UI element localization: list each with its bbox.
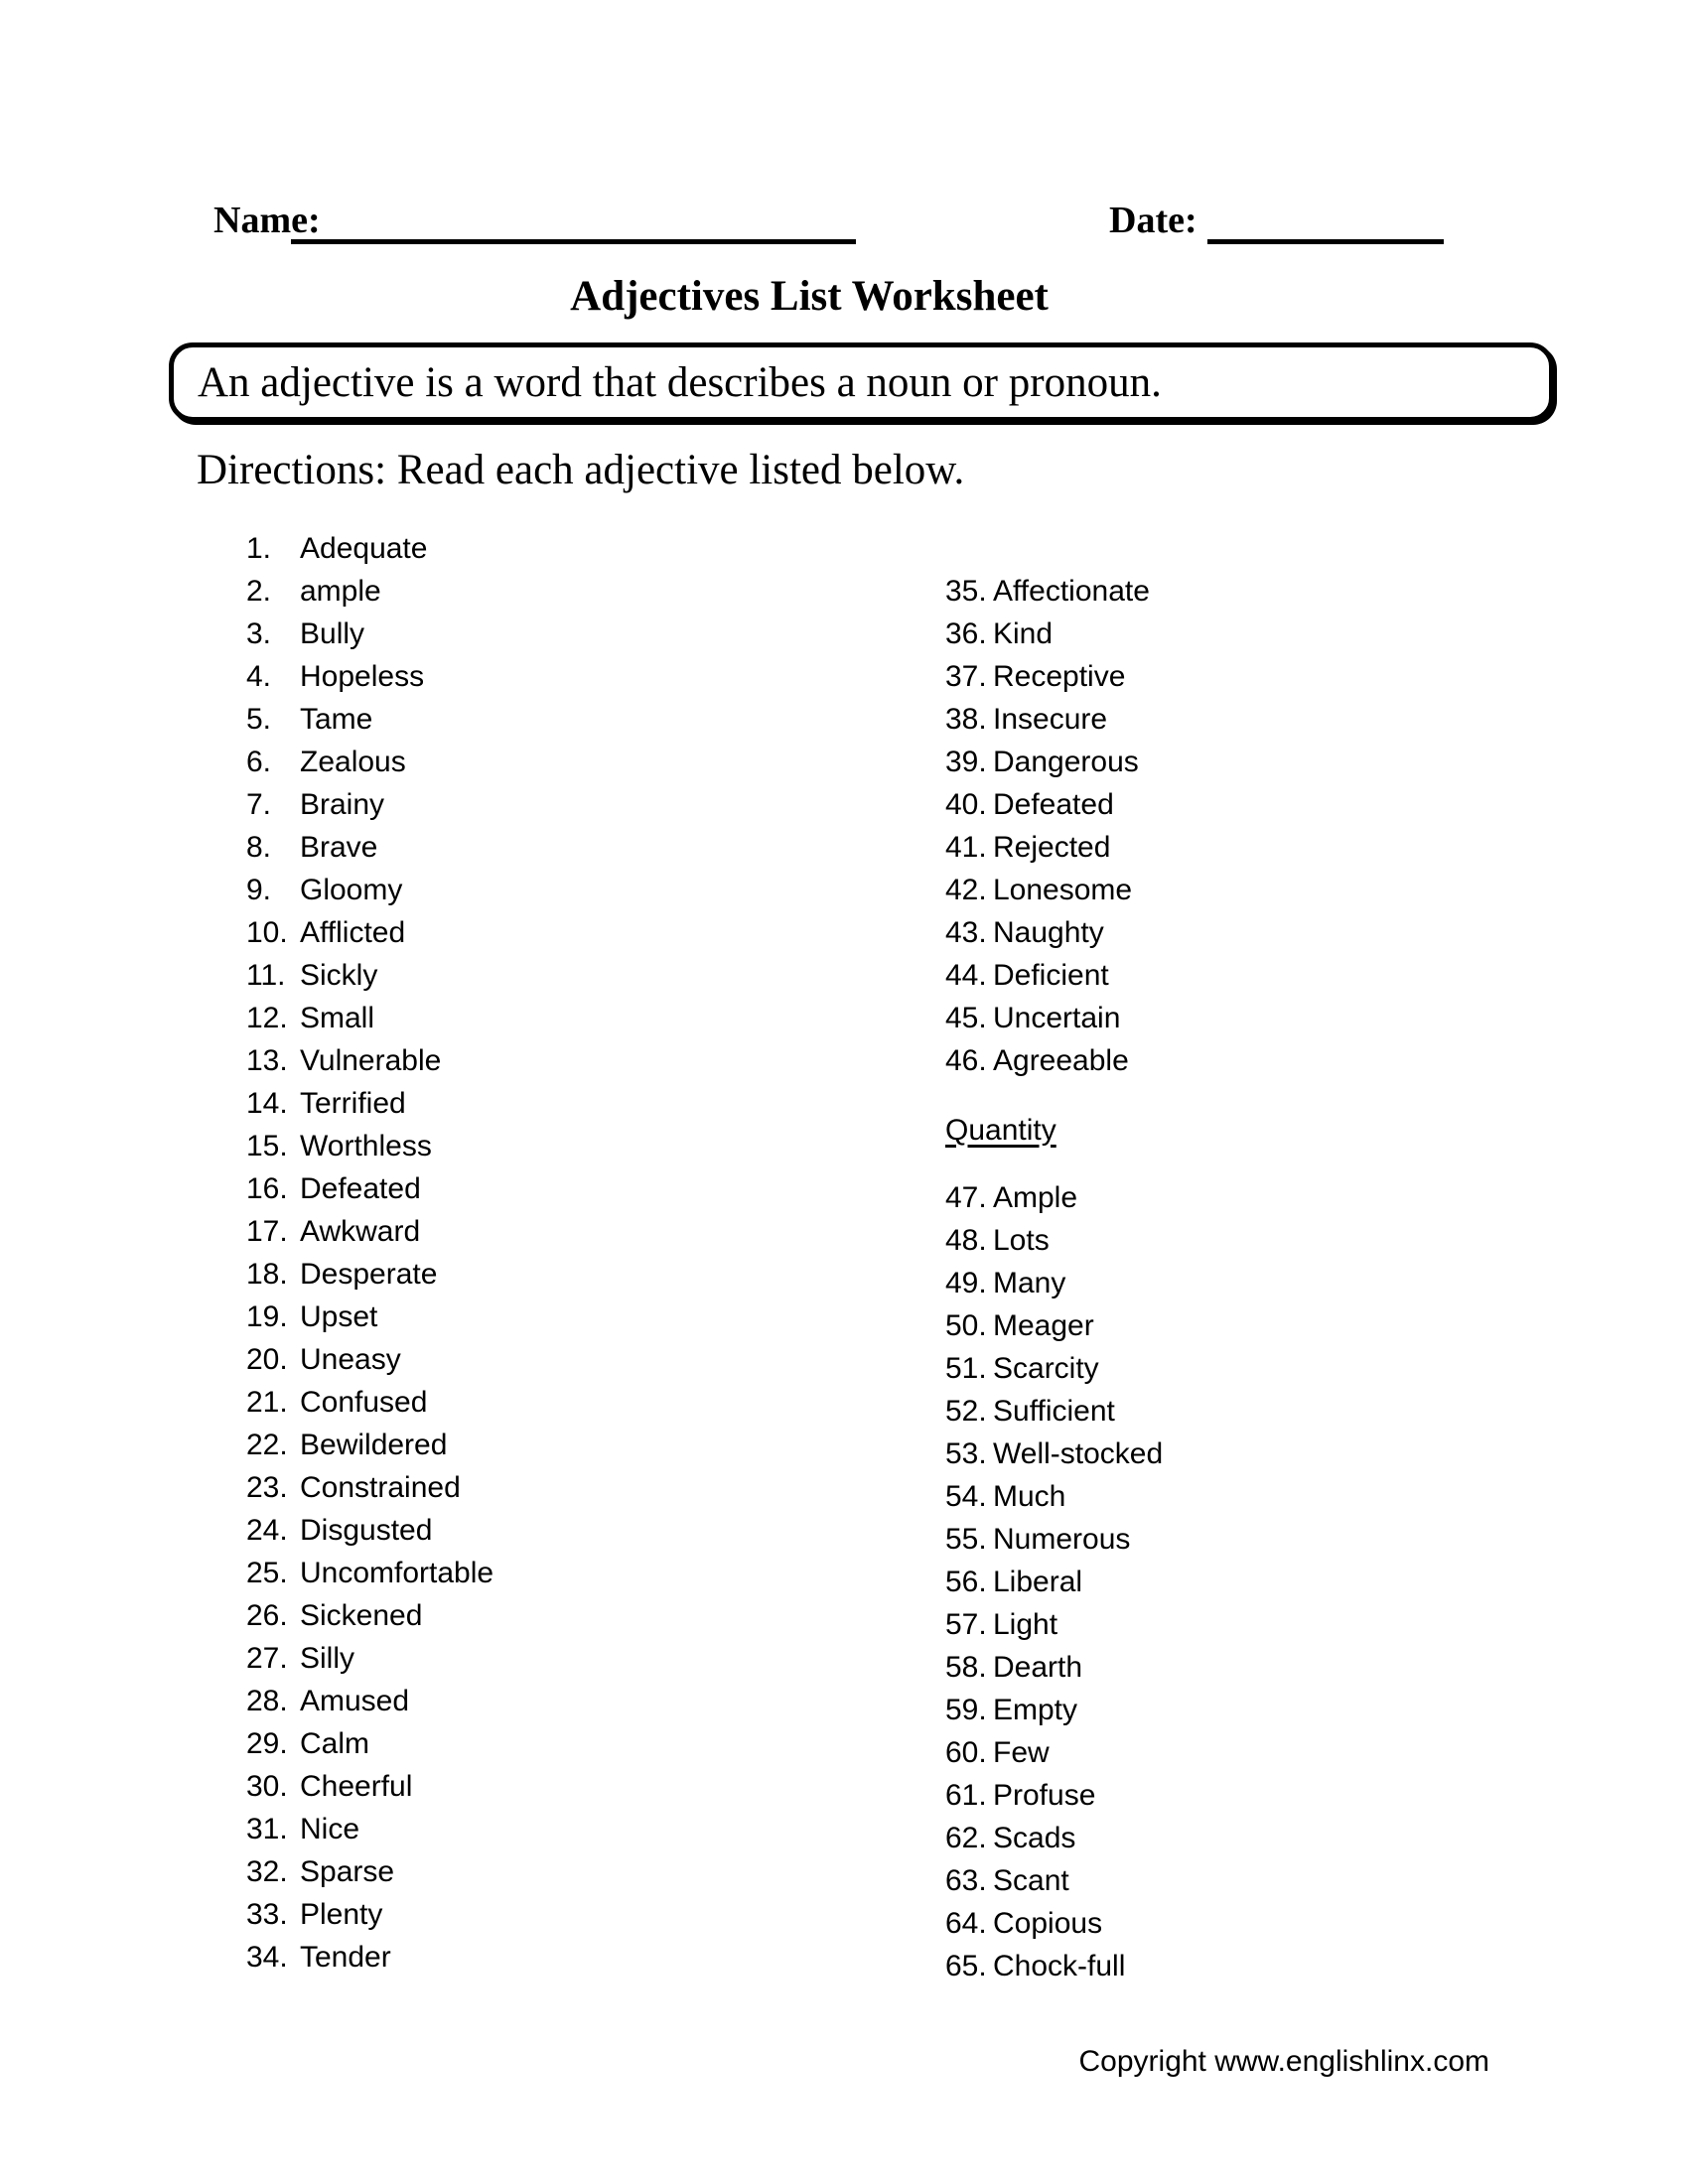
item-word: Zealous: [300, 745, 406, 778]
list-item: [945, 1902, 1163, 1945]
item-number: 60.: [945, 1735, 987, 1769]
list-item: [945, 1176, 1163, 1219]
item-word: Few: [993, 1735, 1050, 1769]
item-word: Empty: [993, 1693, 1078, 1726]
item-number: 7.: [246, 787, 272, 821]
list-item: [945, 1390, 1163, 1433]
item-number: 47.: [945, 1180, 987, 1214]
item-number: 59.: [945, 1693, 987, 1726]
list-item: [945, 783, 1150, 826]
item-number: 57.: [945, 1607, 987, 1641]
item-word: ample: [300, 574, 381, 608]
list-item: [246, 1466, 493, 1509]
item-number: 10.: [246, 915, 288, 949]
list-item: [246, 954, 493, 997]
item-word: Calm: [300, 1726, 370, 1760]
item-word: Scarcity: [993, 1351, 1099, 1385]
list-item: [246, 1253, 493, 1296]
list-item: [246, 1381, 493, 1424]
list-item: [945, 1518, 1163, 1561]
list-item: [246, 997, 493, 1039]
item-word: Worthless: [300, 1129, 432, 1162]
item-word: Ample: [993, 1180, 1078, 1214]
list-item: [945, 741, 1150, 783]
item-number: 9.: [246, 873, 272, 906]
item-word: Affectionate: [993, 574, 1150, 608]
item-number: 22.: [246, 1428, 288, 1461]
list-item: [945, 1561, 1163, 1603]
item-word: Afflicted: [300, 915, 406, 949]
directions-text: Directions: Read each adjective listed below.: [197, 447, 965, 493]
item-number: 15.: [246, 1129, 288, 1162]
list-item: [246, 911, 493, 954]
item-word: Liberal: [993, 1565, 1083, 1598]
item-word: Constrained: [300, 1470, 461, 1504]
item-number: 31.: [246, 1812, 288, 1845]
item-word: Sufficient: [993, 1394, 1115, 1428]
item-number: 65.: [945, 1949, 987, 1982]
list-item: [246, 1338, 493, 1381]
adjective-list-left: [246, 527, 493, 1979]
list-item: [246, 869, 493, 911]
list-item: [945, 1433, 1163, 1475]
item-number: 12.: [246, 1001, 288, 1034]
list-item: [945, 1304, 1163, 1347]
item-word: Uncertain: [993, 1001, 1121, 1034]
item-word: Bewildered: [300, 1428, 448, 1461]
item-word: Defeated: [993, 787, 1114, 821]
item-number: 49.: [945, 1266, 987, 1299]
item-number: 50.: [945, 1308, 987, 1342]
item-word: Gloomy: [300, 873, 403, 906]
item-number: 33.: [246, 1897, 288, 1931]
item-number: 48.: [945, 1223, 987, 1257]
item-word: Nice: [300, 1812, 360, 1845]
item-word: Sparse: [300, 1854, 395, 1888]
item-word: Vulnerable: [300, 1043, 442, 1077]
item-word: Naughty: [993, 915, 1104, 949]
item-number: 11.: [246, 958, 286, 992]
list-item: [945, 1262, 1163, 1304]
item-word: Small: [300, 1001, 375, 1034]
item-word: Tender: [300, 1940, 391, 1974]
item-number: 63.: [945, 1863, 987, 1897]
item-number: 41.: [945, 830, 987, 864]
list-item: [246, 1552, 493, 1594]
name-fill-line: [291, 239, 856, 244]
item-word: Silly: [300, 1641, 355, 1675]
item-number: 3.: [246, 616, 272, 650]
item-word: Copious: [993, 1906, 1103, 1940]
item-word: Much: [993, 1479, 1066, 1513]
list-item: [246, 1125, 493, 1167]
item-word: Light: [993, 1607, 1058, 1641]
list-item: [246, 1167, 493, 1210]
item-number: 32.: [246, 1854, 288, 1888]
list-item: [945, 1945, 1163, 1987]
item-word: Chock-full: [993, 1949, 1126, 1982]
page-title: Adjectives List Worksheet: [570, 273, 1049, 320]
list-item: [246, 527, 493, 570]
item-number: 16.: [246, 1171, 288, 1205]
list-item: [945, 655, 1150, 698]
item-word: Lonesome: [993, 873, 1133, 906]
item-word: Dearth: [993, 1650, 1083, 1684]
list-item: [945, 1689, 1163, 1731]
list-item: [945, 698, 1150, 741]
list-item: [945, 1039, 1150, 1082]
item-word: Insecure: [993, 702, 1108, 736]
item-number: 17.: [246, 1214, 288, 1248]
list-item: [246, 698, 493, 741]
list-item: [945, 613, 1150, 655]
item-word: Uneasy: [300, 1342, 401, 1376]
list-item: [246, 1936, 493, 1979]
item-number: 39.: [945, 745, 987, 778]
item-number: 42.: [945, 873, 987, 906]
list-item: [945, 1774, 1163, 1817]
item-number: 26.: [246, 1598, 288, 1632]
item-number: 34.: [246, 1940, 288, 1974]
item-number: 5.: [246, 702, 272, 736]
item-number: 37.: [945, 659, 987, 693]
item-number: 14.: [246, 1086, 288, 1120]
list-item: [246, 1893, 493, 1936]
date-fill-line: [1207, 239, 1444, 244]
item-word: Upset: [300, 1299, 378, 1333]
item-number: 58.: [945, 1650, 987, 1684]
item-word: Adequate: [300, 531, 428, 565]
list-item: [246, 1765, 493, 1808]
item-number: 36.: [945, 616, 987, 650]
item-number: 8.: [246, 830, 272, 864]
list-item: [246, 1296, 493, 1338]
item-number: 61.: [945, 1778, 987, 1812]
item-word: Receptive: [993, 659, 1126, 693]
list-item: [945, 570, 1150, 613]
list-item: [945, 826, 1150, 869]
item-word: Sickened: [300, 1598, 423, 1632]
item-number: 19.: [246, 1299, 288, 1333]
item-number: 62.: [945, 1821, 987, 1854]
list-item: [945, 1859, 1163, 1902]
item-number: 18.: [246, 1257, 288, 1291]
list-item: [246, 1210, 493, 1253]
list-item: [246, 1082, 493, 1125]
item-number: 13.: [246, 1043, 288, 1077]
item-number: 54.: [945, 1479, 987, 1513]
item-number: 25.: [246, 1556, 288, 1589]
adjective-list-right-quantity: [945, 1176, 1163, 1987]
item-number: 52.: [945, 1394, 987, 1428]
item-number: 30.: [246, 1769, 288, 1803]
item-word: Defeated: [300, 1171, 421, 1205]
item-word: Hopeless: [300, 659, 425, 693]
list-item: [246, 783, 493, 826]
list-item: [246, 1509, 493, 1552]
list-item: [246, 1039, 493, 1082]
item-number: 51.: [945, 1351, 987, 1385]
list-item: [945, 1347, 1163, 1390]
item-word: Brave: [300, 830, 378, 864]
definition-box: [169, 342, 1554, 422]
list-item: [945, 997, 1150, 1039]
quantity-heading: Quantity: [945, 1113, 1056, 1147]
name-label: Name:: [213, 200, 321, 241]
item-number: 6.: [246, 745, 272, 778]
list-item: [246, 1680, 493, 1722]
item-number: 20.: [246, 1342, 288, 1376]
item-number: 4.: [246, 659, 272, 693]
item-number: 40.: [945, 787, 987, 821]
item-number: 1.: [246, 531, 272, 565]
item-word: Lots: [993, 1223, 1050, 1257]
item-word: Disgusted: [300, 1513, 433, 1547]
item-number: 23.: [246, 1470, 288, 1504]
item-number: 29.: [246, 1726, 288, 1760]
list-item: [246, 1850, 493, 1893]
item-number: 28.: [246, 1684, 288, 1717]
item-word: Deficient: [993, 958, 1109, 992]
list-item: [945, 869, 1150, 911]
list-item: [945, 1731, 1163, 1774]
item-word: Cheerful: [300, 1769, 413, 1803]
item-number: 21.: [246, 1385, 288, 1419]
item-word: Meager: [993, 1308, 1094, 1342]
list-item: [246, 741, 493, 783]
item-word: Uncomfortable: [300, 1556, 494, 1589]
list-item: [246, 1594, 493, 1637]
item-word: Confused: [300, 1385, 428, 1419]
date-label: Date:: [1109, 200, 1197, 241]
item-word: Well-stocked: [993, 1436, 1164, 1470]
list-item: [246, 1722, 493, 1765]
list-item: [246, 1808, 493, 1850]
list-item: [246, 613, 493, 655]
list-item: [246, 1637, 493, 1680]
item-word: Brainy: [300, 787, 385, 821]
copyright-text: Copyright www.englishlinx.com: [1078, 2045, 1489, 2078]
item-number: 38.: [945, 702, 987, 736]
list-item: [246, 570, 493, 613]
item-number: 64.: [945, 1906, 987, 1940]
definition-text: An adjective is a word that describes a noun or pronoun.: [198, 358, 1162, 406]
item-word: Dangerous: [993, 745, 1139, 778]
item-word: Tame: [300, 702, 373, 736]
item-number: 46.: [945, 1043, 987, 1077]
item-word: Many: [993, 1266, 1066, 1299]
item-number: 2.: [246, 574, 272, 608]
item-word: Bully: [300, 616, 365, 650]
adjective-list-right-upper: [945, 570, 1150, 1082]
item-word: Scads: [993, 1821, 1076, 1854]
item-number: 35.: [945, 574, 987, 608]
item-number: 45.: [945, 1001, 987, 1034]
item-word: Scant: [993, 1863, 1069, 1897]
list-item: [246, 1424, 493, 1466]
item-number: 27.: [246, 1641, 288, 1675]
list-item: [945, 911, 1150, 954]
list-item: [945, 1219, 1163, 1262]
item-word: Numerous: [993, 1522, 1131, 1556]
item-word: Desperate: [300, 1257, 438, 1291]
item-word: Awkward: [300, 1214, 421, 1248]
item-number: 43.: [945, 915, 987, 949]
list-item: [945, 1603, 1163, 1646]
item-word: Profuse: [993, 1778, 1096, 1812]
item-number: 24.: [246, 1513, 288, 1547]
item-word: Agreeable: [993, 1043, 1129, 1077]
item-word: Sickly: [300, 958, 378, 992]
item-number: 44.: [945, 958, 987, 992]
list-item: [945, 1475, 1163, 1518]
item-word: Amused: [300, 1684, 410, 1717]
list-item: [246, 826, 493, 869]
item-word: Kind: [993, 616, 1054, 650]
list-item: [945, 954, 1150, 997]
item-word: Plenty: [300, 1897, 383, 1931]
item-number: 56.: [945, 1565, 987, 1598]
list-item: [246, 655, 493, 698]
list-item: [945, 1646, 1163, 1689]
item-number: 55.: [945, 1522, 987, 1556]
item-word: Rejected: [993, 830, 1111, 864]
list-item: [945, 1817, 1163, 1859]
item-word: Terrified: [300, 1086, 406, 1120]
item-number: 53.: [945, 1436, 987, 1470]
